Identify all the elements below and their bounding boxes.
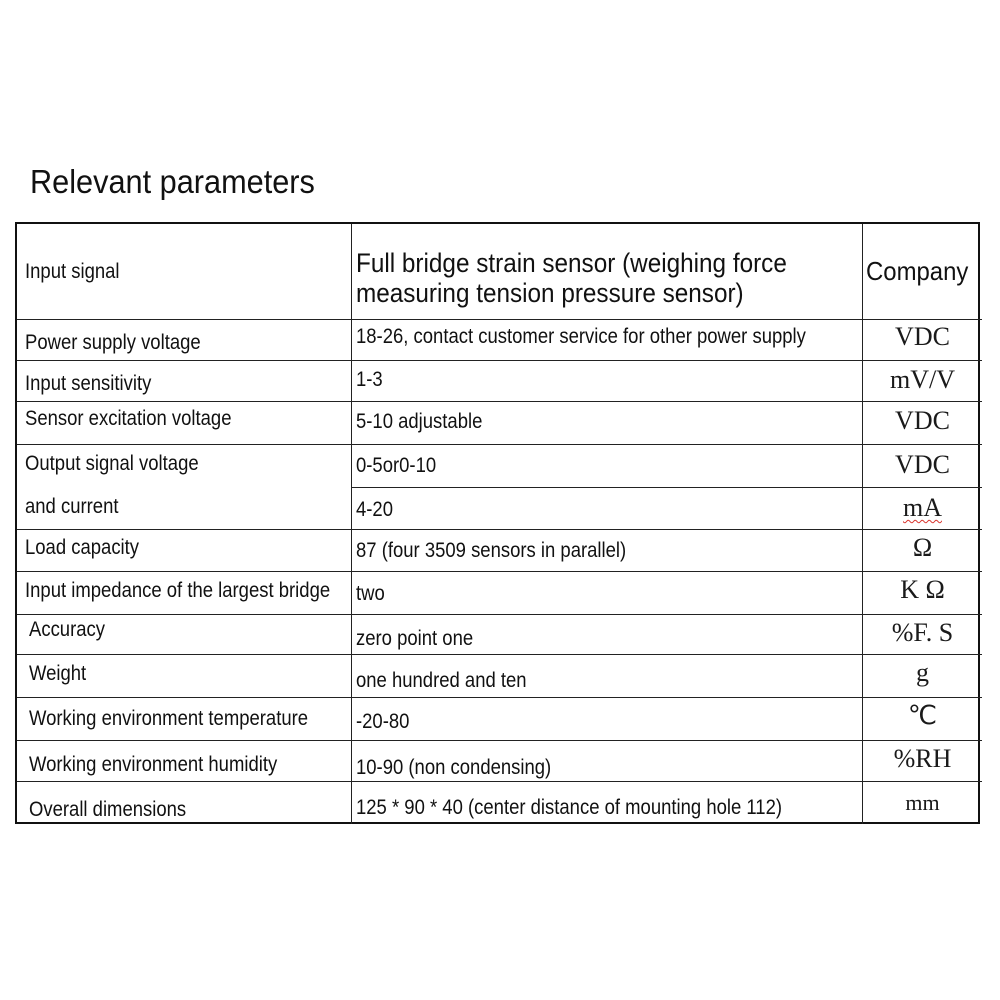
param-label-line2: and current [25, 495, 119, 518]
param-cell [17, 698, 352, 741]
unit-cell [863, 572, 982, 615]
unit-cell [863, 488, 982, 530]
header-value-line1: Full bridge strain sensor (weighing force [356, 248, 787, 278]
param-cell [17, 320, 352, 361]
value-text: 1-3 [356, 368, 383, 391]
header-param-label: Input signal [25, 260, 120, 283]
param-cell [17, 782, 352, 824]
header-param-cell [17, 224, 352, 320]
value-text: 87 (four 3509 sensors in parallel) [356, 539, 627, 562]
param-label: Load capacity [25, 536, 140, 559]
param-cell [17, 530, 352, 572]
value-cell [352, 615, 863, 655]
unit-text: mV/V [890, 365, 955, 394]
header-value-cell [352, 224, 863, 320]
unit-text-inner: mA [903, 493, 942, 522]
param-label-line1: Output signal voltage [25, 452, 199, 475]
unit-cell [863, 361, 982, 402]
param-cell [17, 655, 352, 698]
value-text: 10-90 (non condensing) [356, 756, 552, 779]
unit-text: VDC [895, 406, 950, 435]
unit-cell [863, 615, 982, 655]
param-label: Sensor excitation voltage [25, 407, 232, 430]
unit-cell [863, 655, 982, 698]
unit-cell [863, 402, 982, 445]
value-cell [352, 698, 863, 741]
unit-text: mm [905, 790, 940, 815]
value-text: 5-10 adjustable [356, 410, 483, 433]
header-unit-label: Company [866, 256, 969, 286]
param-label: Input sensitivity [25, 372, 152, 395]
unit-text [863, 493, 982, 523]
value-cell [352, 361, 863, 402]
param-cell [17, 741, 352, 782]
unit-cell [863, 530, 982, 572]
param-label: Weight [29, 662, 87, 685]
value-text: 18-26, contact customer service for other power supply [356, 325, 806, 348]
value-text: -20-80 [356, 710, 410, 733]
unit-text: VDC [895, 322, 950, 351]
header-unit-cell [863, 224, 982, 320]
param-cell [17, 615, 352, 655]
param-label: Accuracy [29, 618, 105, 641]
param-cell [17, 572, 352, 615]
unit-cell [863, 320, 982, 361]
value-text: zero point one [356, 627, 474, 650]
unit-cell [863, 741, 982, 782]
value-cell [352, 402, 863, 445]
param-label: Input impedance of the largest bridge [25, 579, 331, 602]
unit-text: K Ω [900, 575, 945, 604]
param-cell-merged [17, 445, 352, 530]
value-text: one hundred and ten [356, 669, 527, 692]
value-text: two [356, 582, 385, 605]
unit-cell [863, 782, 982, 824]
value-text: 125 * 90 * 40 (center distance of mounting hole 112) [356, 796, 783, 819]
unit-text: %F. S [891, 618, 954, 647]
unit-text: ℃ [907, 701, 938, 730]
param-label: Working environment temperature [29, 707, 309, 730]
param-label: Overall dimensions [29, 798, 187, 821]
value-text: 0-5or0-10 [356, 454, 437, 477]
value-text: 4-20 [356, 498, 393, 521]
value-cell [352, 488, 863, 530]
param-label: Power supply voltage [25, 331, 201, 354]
unit-text: Ω [912, 533, 933, 562]
value-cell [352, 655, 863, 698]
param-label: Working environment humidity [29, 753, 278, 776]
value-cell [352, 782, 863, 824]
unit-text: VDC [895, 450, 950, 479]
value-cell [352, 572, 863, 615]
unit-text: %RH [893, 744, 952, 773]
unit-cell [863, 445, 982, 488]
parameters-table [15, 222, 980, 824]
unit-text: g [916, 658, 929, 687]
param-cell [17, 402, 352, 445]
value-cell [352, 320, 863, 361]
page-title: Relevant parameters [30, 163, 315, 200]
value-cell [352, 530, 863, 572]
unit-cell [863, 698, 982, 741]
param-cell [17, 361, 352, 402]
value-cell [352, 445, 863, 488]
value-cell [352, 741, 863, 782]
header-value-line2: measuring tension pressure sensor) [356, 278, 744, 308]
